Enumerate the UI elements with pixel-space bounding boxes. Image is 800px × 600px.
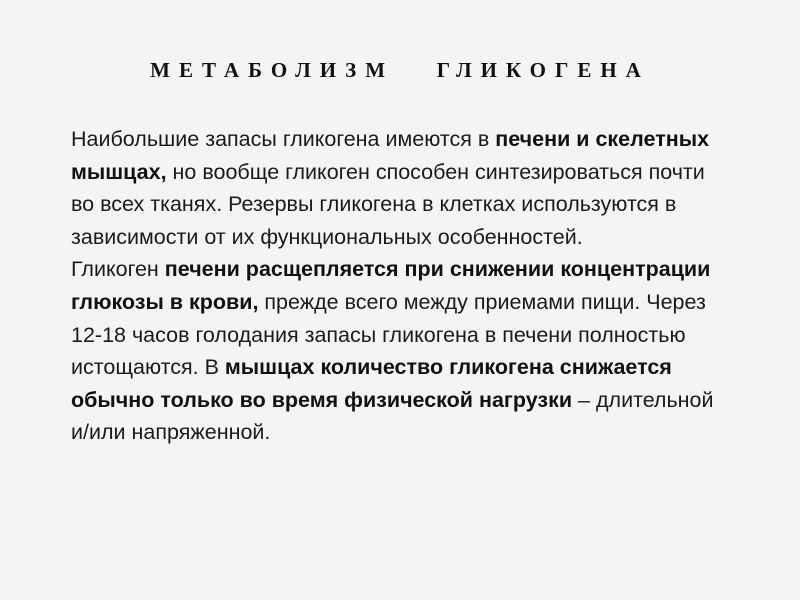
paragraph-1 bbox=[71, 123, 721, 253]
paragraph-2-bold-run: мышцах количество гликогена снижается обычно только во время физической нагрузки bbox=[71, 355, 672, 412]
paragraph-2-run: – длительной и/или напряженной. bbox=[71, 387, 714, 445]
slide-body bbox=[71, 123, 721, 449]
slide-title: МЕТАБОЛИЗМ ГЛИКОГЕНА bbox=[150, 58, 650, 82]
paragraph-1-run: но вообще гликоген способен синтезироваться почти во всех тканях. Резервы гликогена в клетках используются в зависимости от их функциональных особенностей. bbox=[71, 159, 705, 249]
paragraph-2-bold-run: печени расщепляется при снижении концентрации глюкозы в крови, bbox=[71, 257, 711, 314]
paragraph-2-run: Гликоген bbox=[71, 257, 165, 282]
paragraph-2 bbox=[71, 253, 721, 449]
paragraph-1-run: Наибольшие запасы гликогена имеются в bbox=[71, 127, 496, 151]
paragraph-2-run: прежде всего между приемами пищи. Через 12-18 часов голодания запасы гликогена в печени полностью истощаются. В bbox=[71, 289, 706, 380]
paragraph-1-bold-run: печени и скелетных мышцах, bbox=[71, 127, 710, 184]
